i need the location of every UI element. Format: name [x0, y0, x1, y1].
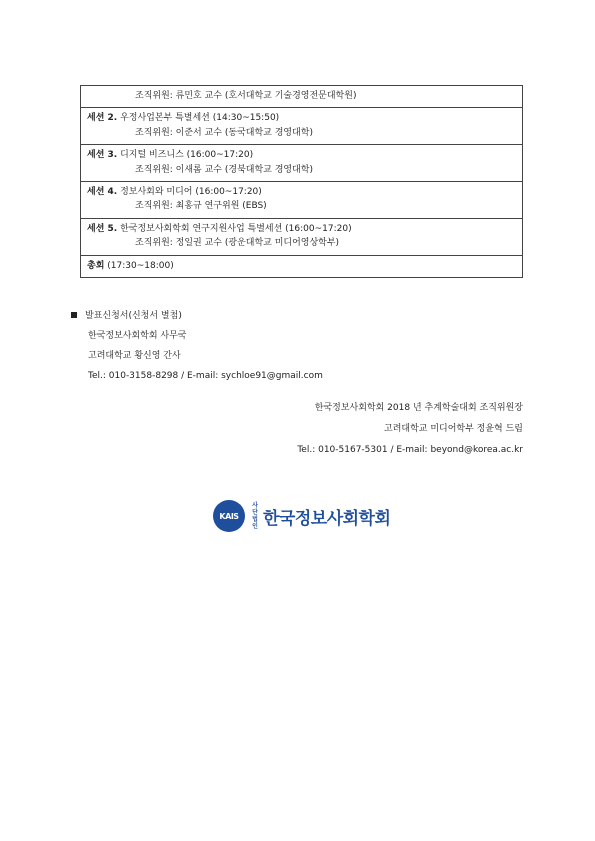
signature-line: 고려대학교 미디어학부 정윤혁 드림 [384, 424, 523, 434]
logo-name: 한국정보사회학회 [263, 508, 391, 529]
session-label: 총회 [87, 260, 105, 271]
table-row [81, 145, 523, 182]
table-cell [81, 181, 523, 218]
contact-block [71, 306, 323, 386]
logo-small-text: 사단법인 [252, 502, 258, 530]
table-row [81, 86, 523, 108]
session-label: 세션 2. [87, 113, 118, 124]
table-cell [81, 86, 523, 108]
schedule-table [80, 85, 523, 278]
session-title: 한국정보사회학회 연구지원사업 특별세션 (16:00~17:20) [120, 223, 352, 234]
table-row [81, 181, 523, 218]
table-cell [81, 145, 523, 182]
session-title: 디지털 비즈니스 (16:00~17:20) [120, 150, 254, 161]
session-organizer: 조직위원: 류민호 교수 (호서대학교 기술경영전문대학원) [135, 91, 357, 101]
session-title: 정보사회와 미디어 (16:00~17:20) [120, 186, 262, 197]
session-label: 세션 4. [87, 186, 118, 197]
table-row [81, 108, 523, 145]
session-organizer: 조직위원: 최홍규 연구위원 (EBS) [135, 201, 267, 212]
kais-emblem-icon: KAIS [213, 500, 245, 532]
session-title: 우정사업본부 특별세션 (14:30~15:50) [120, 113, 280, 124]
table-row [81, 218, 523, 255]
contact-org: 한국정보사회학회 사무국 [88, 331, 187, 341]
session-title: (17:30~18:00) [107, 260, 174, 271]
session-organizer: 조직위원: 이준서 교수 (동국대학교 경영대학) [135, 127, 313, 138]
contact-tel-email: Tel.: 010-3158-8298 / E-mail: sychloe91@gmail.com [88, 371, 323, 381]
signature-line: 한국정보사회학회 2018 년 추계학술대회 조직위원장 [314, 403, 523, 413]
session-organizer: 조직위원: 이새롬 교수 (경북대학교 경영대학) [135, 164, 313, 175]
square-bullet-icon [71, 312, 77, 318]
table-cell [81, 255, 523, 277]
table-cell [81, 218, 523, 255]
session-label: 세션 5. [87, 223, 118, 234]
session-organizer: 조직위원: 정일권 교수 (광운대학교 미디어영상학부) [135, 238, 340, 249]
contact-person: 고려대학교 황신영 간사 [88, 351, 181, 361]
signature-line: Tel.: 010-5167-5301 / E-mail: beyond@korea.ac.kr [297, 445, 523, 455]
table-cell [81, 108, 523, 145]
contact-heading: 발표신청서(신청서 별첨) [85, 311, 182, 321]
table-row [81, 255, 523, 277]
society-logo [213, 500, 390, 532]
session-label: 세션 3. [87, 150, 118, 161]
signature-block [297, 398, 523, 461]
